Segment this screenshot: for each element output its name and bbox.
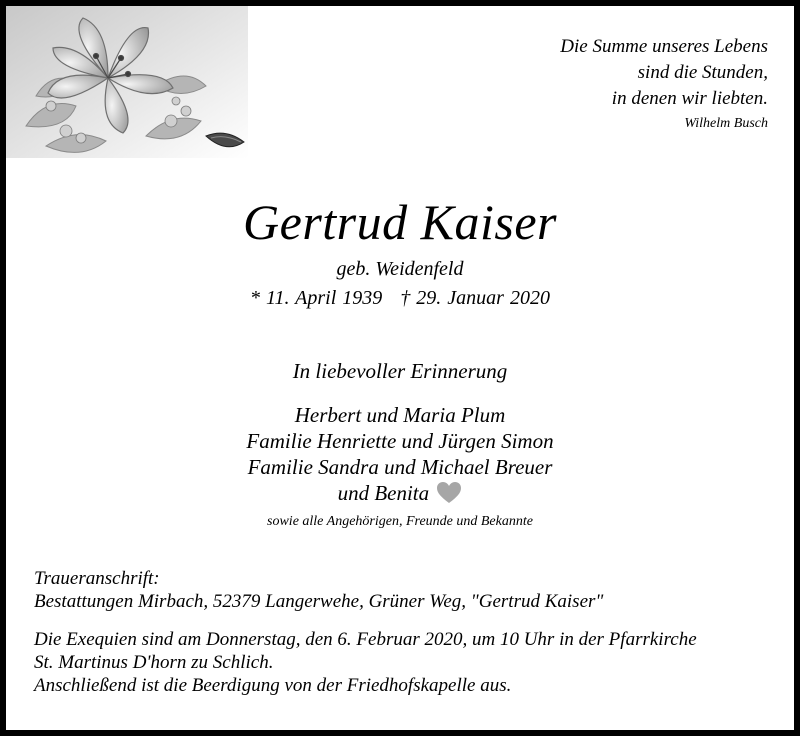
mourner-line: Familie Sandra und Michael Breuer [247,455,553,479]
birth-date: * 11. April 1939 [250,287,383,309]
quote-author: Wilhelm Busch [684,116,768,131]
quote-line: Die Summe unseres Lebens [560,36,768,57]
others-line: sowie alle Angehörigen, Freunde und Bekannte [267,514,533,529]
service-line: Anschließend ist die Beerdigung von der Friedhofskapelle aus. [34,675,512,696]
mourning-address [34,567,603,613]
address-label: Traueranschrift: [34,568,160,589]
mourner-line-last [6,480,794,506]
mourner-line: Familie Henriette und Jürgen Simon [246,429,554,453]
service-info [34,628,697,697]
quote-line: in denen wir liebten. [611,88,768,109]
address-text: Bestattungen Mirbach, 52379 Langerwehe, Grüner Weg, "Gertrud Kaiser" [34,591,604,612]
heart-icon [436,481,462,505]
memory-line: In liebevoller Erinnerung [292,359,508,383]
mourner-line: und Benita [337,481,430,505]
deceased-name: Gertrud Kaiser [243,194,557,250]
mourner-line: Herbert und Maria Plum [294,403,506,427]
obituary-card [6,6,794,730]
life-dates [6,285,794,311]
mourners-list [6,402,794,506]
birth-name: geb. Weidenfeld [336,258,464,280]
death-date: † 29. Januar 2020 [400,287,550,309]
service-line: St. Martinus D'horn zu Schlich. [34,652,274,673]
lily-flower-image [6,6,248,158]
quote-block [560,34,768,136]
quote-line: sind die Stunden, [637,62,768,83]
service-line: Die Exequien sind am Donnerstag, den 6. Februar 2020, um 10 Uhr in der Pfarrkirche [34,629,697,650]
